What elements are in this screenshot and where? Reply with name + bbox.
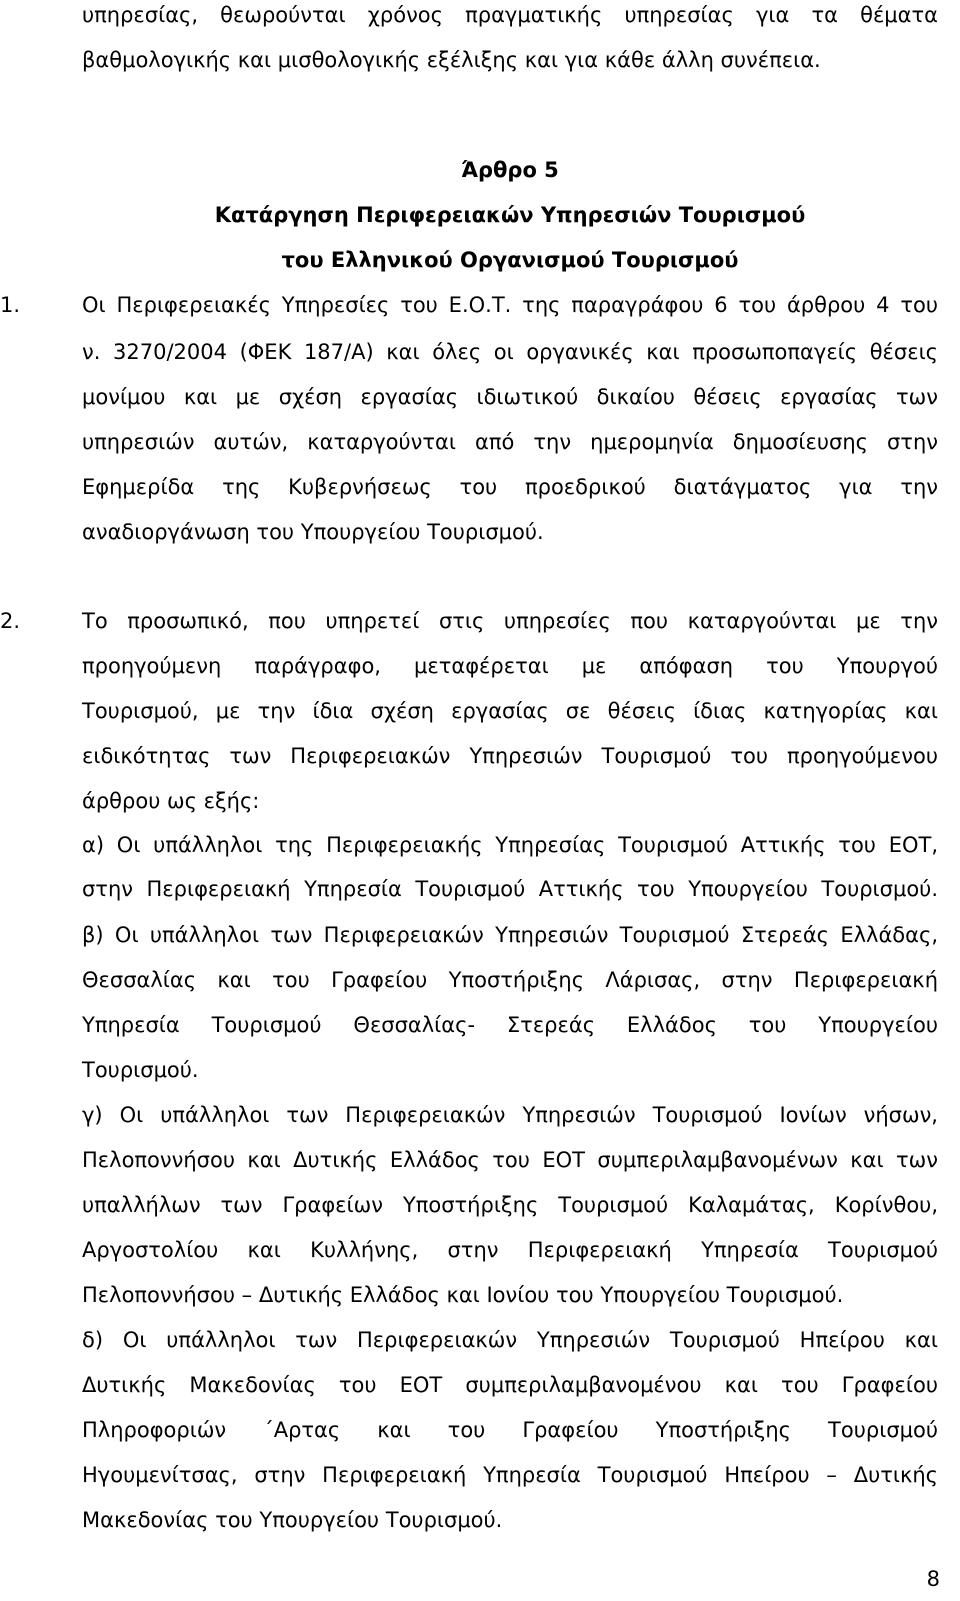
text-line: άρθρου ως εξής: <box>82 789 260 813</box>
text-line: υπαλλήλων των Γραφείων Υποστήριξης Τουρισμού Καλαμάτας, Κορίνθου, <box>82 1193 938 1217</box>
text-line: ειδικότητας των Περιφερειακών Υπηρεσιών Τουρισμού του προηγούμενου <box>82 744 938 768</box>
article-title: Κατάργηση Περιφερειακών Υπηρεσιών Τουρισμού <box>214 203 806 227</box>
text-line: Πελοποννήσου και Δυτικής Ελλάδος του ΕΟΤ συμπεριλαμβανομένων και των <box>82 1148 938 1172</box>
page-number: 8 <box>926 1567 940 1591</box>
paragraph-number: 1. <box>0 293 21 317</box>
text-line: υπηρεσίας, θεωρούνται χρόνος πραγματικής υπηρεσίας για τα θέματα <box>82 3 938 27</box>
text-line: προηγούμενη παράγραφο, μεταφέρεται με απόφαση του Υπουργού <box>82 654 938 678</box>
text-line: μονίμου και με σχέση εργασίας ιδιωτικού δικαίου θέσεις εργασίας των <box>82 385 938 409</box>
article-title: του Ελληνικού Οργανισμού Τουρισμού <box>281 248 739 272</box>
text-line: αναδιοργάνωση του Υπουργείου Τουρισμού. <box>82 520 544 544</box>
article-number: Άρθρο 5 <box>461 158 559 182</box>
text-line: Το προσωπικό, που υπηρετεί στις υπηρεσίες που καταργούνται με την <box>82 609 938 633</box>
text-line: γ) Οι υπάλληλοι των Περιφερειακών Υπηρεσιών Τουρισμού Ιονίων νήσων, <box>82 1103 938 1127</box>
text-line: στην Περιφερειακή Υπηρεσία Τουρισμού Αττικής του Υπουργείου Τουρισμού. <box>82 877 938 901</box>
text-line: ν. 3270/2004 (ΦΕΚ 187/Α) και όλες οι οργανικές και προσωποπαγείς θέσεις <box>82 340 938 364</box>
text-line: δ) Οι υπάλληλοι των Περιφερειακών Υπηρεσιών Τουρισμού Ηπείρου και <box>82 1328 938 1352</box>
text-line: Δυτικής Μακεδονίας του ΕΟΤ συμπεριλαμβανομένου και του Γραφείου <box>82 1373 938 1397</box>
text-line: Εφημερίδα της Κυβερνήσεως του προεδρικού διατάγματος για την <box>82 475 938 499</box>
text-line: α) Οι υπάλληλοι της Περιφερειακής Υπηρεσίας Τουρισμού Αττικής του ΕΟΤ, <box>82 833 938 857</box>
text-line: Υπηρεσία Τουρισμού Θεσσαλίας- Στερεάς Ελλάδος του Υπουργείου <box>82 1013 938 1037</box>
text-line: Πληροφοριών ΄Αρτας και του Γραφείου Υποστήριξης Τουρισμού <box>82 1418 938 1442</box>
text-line: υπηρεσιών αυτών, καταργούνται από την ημερομηνία δημοσίευσης στην <box>82 430 938 454</box>
text-line: Αργοστολίου και Κυλλήνης, στην Περιφερειακή Υπηρεσία Τουρισμού <box>82 1238 938 1262</box>
text-line: Οι Περιφερειακές Υπηρεσίες του Ε.Ο.Τ. της παραγράφου 6 του άρθρου 4 του <box>82 293 938 317</box>
text-line: Τουρισμού. <box>82 1058 199 1082</box>
text-line: βαθμολογικής και μισθολογικής εξέλιξης και για κάθε άλλη συνέπεια. <box>82 48 821 72</box>
paragraph-number: 2. <box>0 609 21 633</box>
text-line: Ηγουμενίτσας, στην Περιφερειακή Υπηρεσία Τουρισμού Ηπείρου – Δυτικής <box>82 1463 938 1487</box>
text-line: Πελοποννήσου – Δυτικής Ελλάδος και Ιονίου του Υπουργείου Τουρισμού. <box>82 1283 844 1307</box>
text-line: β) Οι υπάλληλοι των Περιφερειακών Υπηρεσιών Τουρισμού Στερεάς Ελλάδας, <box>82 923 938 947</box>
text-line: Μακεδονίας του Υπουργείου Τουρισμού. <box>82 1508 503 1532</box>
text-line: Θεσσαλίας και του Γραφείου Υποστήριξης Λάρισας, στην Περιφερειακή <box>82 968 938 992</box>
text-line: Τουρισμού, με την ίδια σχέση εργασίας σε θέσεις ίδιας κατηγορίας και <box>82 699 938 723</box>
